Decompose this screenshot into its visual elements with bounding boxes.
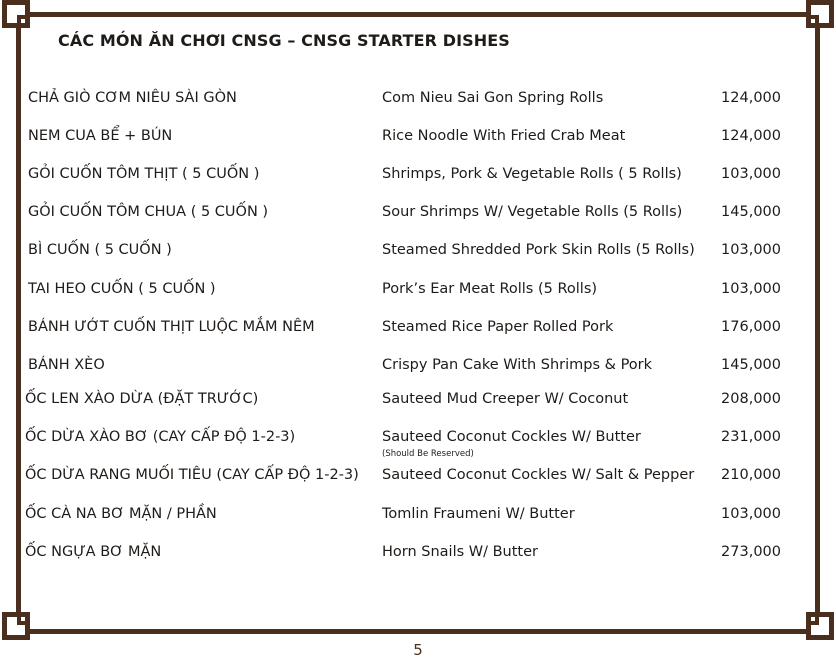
dish-name-vi: CHẢ GIÒ CƠM NIÊU SÀI GÒN bbox=[28, 90, 237, 106]
dish-name-en: Steamed Shredded Pork Skin Rolls (5 Rolls) bbox=[382, 242, 695, 258]
dish-name-vi: GỎI CUỐN TÔM THỊT ( 5 CUỐN ) bbox=[28, 166, 260, 182]
menu-item bbox=[0, 506, 836, 536]
menu-item bbox=[0, 128, 836, 158]
dish-name-vi: ỐC NGỰA BƠ MẶN bbox=[25, 544, 162, 560]
frame-corner-ornament bbox=[2, 612, 30, 640]
dish-name-vi: TAI HEO CUỐN ( 5 CUỐN ) bbox=[28, 281, 216, 297]
dish-price: 145,000 bbox=[721, 204, 781, 220]
dish-price: 124,000 bbox=[721, 90, 781, 106]
menu-item bbox=[0, 391, 836, 421]
dish-name-en: Steamed Rice Paper Rolled Pork bbox=[382, 319, 614, 335]
dish-name-en: Com Nieu Sai Gon Spring Rolls bbox=[382, 90, 604, 106]
dish-name-en: Pork’s Ear Meat Rolls (5 Rolls) bbox=[382, 281, 598, 297]
dish-price: 176,000 bbox=[721, 319, 781, 335]
dish-name-vi: GỎI CUỐN TÔM CHUA ( 5 CUỐN ) bbox=[28, 204, 269, 220]
frame-corner-ornament bbox=[2, 0, 30, 28]
dish-name-vi: BÁNH ƯỚT CUỐN THỊT LUỘC MẮM NÊM bbox=[28, 319, 315, 335]
menu-item bbox=[0, 242, 836, 272]
dish-name-en: Rice Noodle With Fried Crab Meat bbox=[382, 128, 626, 144]
frame-corner-ornament bbox=[806, 612, 834, 640]
menu-item bbox=[0, 90, 836, 120]
dish-name-vi: ỐC DỪA RANG MUỐI TIÊU (CAY CẤP ĐỘ 1-2-3) bbox=[25, 467, 359, 483]
dish-price: 208,000 bbox=[721, 391, 781, 407]
dish-name-vi: BÌ CUỐN ( 5 CUỐN ) bbox=[28, 242, 172, 258]
dish-price: 103,000 bbox=[721, 242, 781, 258]
menu-item bbox=[0, 281, 836, 311]
dish-name-vi: NEM CUA BỂ + BÚN bbox=[28, 128, 173, 144]
menu-item bbox=[0, 319, 836, 349]
page-title: CÁC MÓN ĂN CHƠI CNSG – CNSG STARTER DISHES bbox=[58, 31, 510, 50]
dish-price: 103,000 bbox=[721, 506, 781, 522]
dish-price: 210,000 bbox=[721, 467, 781, 483]
dish-price: 103,000 bbox=[721, 281, 781, 297]
dish-name-vi: ỐC CÀ NA BƠ MẶN / PHẦN bbox=[25, 506, 217, 522]
dish-name-en: Sauteed Coconut Cockles W/ Salt & Pepper bbox=[382, 467, 695, 483]
dish-name-en: Shrimps, Pork & Vegetable Rolls ( 5 Rolls) bbox=[382, 166, 682, 182]
frame-corner-ornament bbox=[806, 0, 834, 28]
dish-name-en: Tomlin Fraumeni W/ Butter bbox=[382, 506, 575, 522]
dish-name-en: Crispy Pan Cake With Shrimps & Pork bbox=[382, 357, 653, 373]
dish-name-en: Sauteed Mud Creeper W/ Coconut bbox=[382, 391, 629, 407]
dish-price: 103,000 bbox=[721, 166, 781, 182]
dish-price: 124,000 bbox=[721, 128, 781, 144]
dish-name-vi: BÁNH XÈO bbox=[28, 357, 105, 373]
reservation-note: (Should Be Reserved) bbox=[382, 449, 474, 459]
dish-price: 231,000 bbox=[721, 429, 781, 445]
dish-price: 273,000 bbox=[721, 544, 781, 560]
dish-name-en: Sauteed Coconut Cockles W/ Butter bbox=[382, 429, 641, 445]
dish-name-vi: ỐC LEN XÀO DỪA (ĐẶT TRƯỚC) bbox=[25, 391, 259, 407]
menu-item bbox=[0, 544, 836, 574]
menu-item bbox=[0, 467, 836, 497]
menu-item bbox=[0, 429, 836, 459]
menu-item bbox=[0, 357, 836, 387]
dish-name-en: Sour Shrimps W/ Vegetable Rolls (5 Rolls) bbox=[382, 204, 683, 220]
dish-name-vi: ỐC DỪA XÀO BƠ (CAY CẤP ĐỘ 1-2-3) bbox=[25, 429, 296, 445]
dish-name-en: Horn Snails W/ Butter bbox=[382, 544, 539, 560]
menu-item bbox=[0, 166, 836, 196]
page-number: 5 bbox=[413, 641, 423, 659]
dish-price: 145,000 bbox=[721, 357, 781, 373]
menu-item bbox=[0, 204, 836, 234]
